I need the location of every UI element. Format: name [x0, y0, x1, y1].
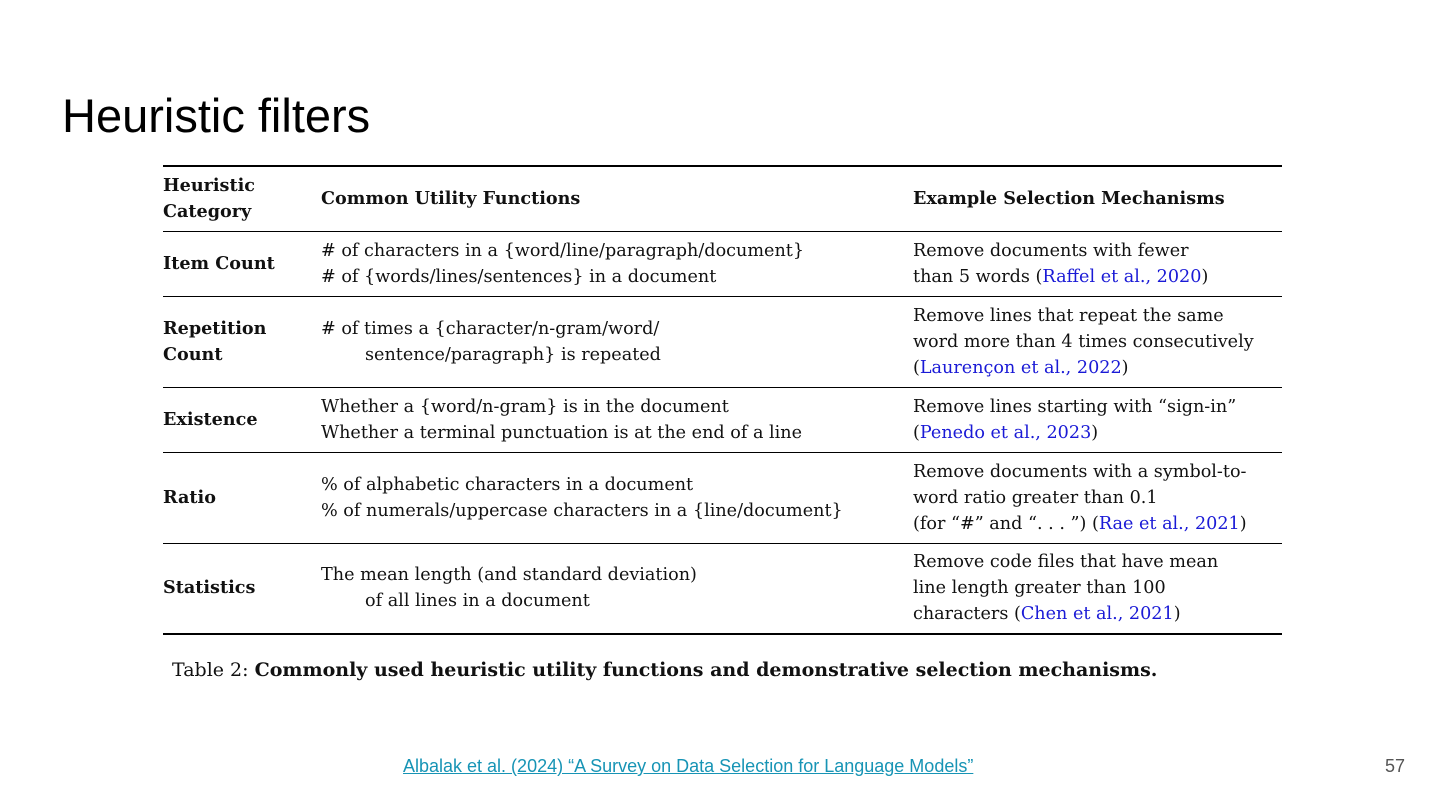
example-text-after: ) [1091, 422, 1099, 443]
citation-link[interactable]: Raffel et al., 2020 [1042, 266, 1202, 287]
example-line [913, 329, 1282, 355]
category-text: Repetition [163, 317, 267, 339]
caption-bold: Commonly used heuristic utility functions and demonstrative selection mechanisms. [254, 659, 1158, 681]
function-line: % of numerals/uppercase characters in a {line/document} [321, 500, 843, 521]
header-category-line1: Heuristic [163, 174, 255, 196]
header-functions: Common Utility Functions [321, 187, 581, 209]
example-text: than 5 words ( [913, 266, 1043, 287]
example-text: Remove documents with fewer [913, 240, 1189, 261]
row-functions [321, 296, 913, 387]
example-line [913, 264, 1282, 290]
example-line [913, 459, 1282, 485]
function-line: of all lines in a document [365, 591, 590, 612]
citation-link[interactable]: Rae et al., 2021 [1098, 513, 1240, 534]
example-line [913, 303, 1282, 329]
row-category [163, 452, 321, 543]
example-text: Remove code files that have mean [913, 552, 1219, 573]
function-line: # of times a {character/n-gram/word/ [321, 318, 660, 339]
row-example [913, 296, 1282, 387]
table-body [163, 231, 1282, 634]
citation-link[interactable]: Chen et al., 2021 [1020, 604, 1174, 625]
slide-title: Heuristic filters [62, 89, 371, 142]
example-text: characters ( [913, 604, 1021, 625]
example-line [913, 355, 1282, 381]
example-text: ( [913, 357, 920, 378]
header-examples: Example Selection Mechanisms [913, 187, 1225, 209]
function-line: # of characters in a {word/line/paragraph/document} [321, 240, 805, 261]
example-text: (for “#” and “. . . ”) ( [913, 513, 1099, 534]
example-text-after: ) [1239, 513, 1247, 534]
example-line [913, 575, 1282, 601]
example-text-after: ) [1201, 266, 1209, 287]
row-category [163, 543, 321, 634]
heuristic-table-container [163, 165, 1282, 635]
example-text: line length greater than 100 [913, 578, 1166, 599]
row-example [913, 452, 1282, 543]
row-functions [321, 452, 913, 543]
function-line: sentence/paragraph} is repeated [365, 344, 661, 365]
row-category [163, 296, 321, 387]
example-text-after: ) [1121, 357, 1129, 378]
citation-link[interactable]: Laurençon et al., 2022 [919, 357, 1122, 378]
example-line [913, 549, 1282, 575]
header-category [163, 166, 321, 231]
row-category [163, 387, 321, 452]
category-text: Item Count [163, 252, 275, 274]
source-citation-link[interactable]: Albalak et al. (2024) “A Survey on Data Selection for Language Models” [403, 756, 974, 776]
example-line [913, 420, 1282, 446]
example-text: ( [913, 422, 920, 443]
example-line [913, 485, 1282, 511]
example-line [913, 394, 1282, 420]
function-line: Whether a {word/n-gram} is in the document [321, 396, 729, 417]
row-functions [321, 231, 913, 296]
example-text: Remove documents with a symbol-to- [913, 461, 1247, 482]
table-row [163, 452, 1282, 543]
heuristic-table [163, 165, 1282, 635]
example-line [913, 601, 1282, 627]
category-text: Count [163, 343, 223, 365]
example-text: Remove lines starting with “sign-in” [913, 396, 1237, 417]
function-line: Whether a terminal punctuation is at the end of a line [321, 422, 803, 443]
example-text-after: ) [1173, 604, 1181, 625]
function-line: The mean length (and standard deviation) [321, 565, 697, 586]
function-line: % of alphabetic characters in a document [321, 474, 694, 495]
citation-link[interactable]: Penedo et al., 2023 [919, 422, 1092, 443]
function-line: # of {words/lines/sentences} in a document [321, 266, 717, 287]
example-text: Remove lines that repeat the same [913, 305, 1224, 326]
row-example [913, 231, 1282, 296]
table-header-row [163, 166, 1282, 231]
row-category [163, 231, 321, 296]
example-line [913, 511, 1282, 537]
row-functions [321, 543, 913, 634]
table-row [163, 387, 1282, 452]
category-text: Ratio [163, 486, 216, 508]
example-text: word more than 4 times consecutively [913, 331, 1254, 352]
caption-prefix: Table 2: [172, 659, 255, 681]
example-line [913, 238, 1282, 264]
example-text: word ratio greater than 0.1 [913, 487, 1158, 508]
row-example [913, 387, 1282, 452]
table-row [163, 231, 1282, 296]
category-text: Statistics [163, 577, 256, 599]
table-caption [172, 655, 1157, 685]
table-row [163, 296, 1282, 387]
row-functions [321, 387, 913, 452]
table-row [163, 543, 1282, 634]
page-number: 57 [1385, 756, 1406, 776]
header-category-line2: Category [163, 200, 252, 222]
row-example [913, 543, 1282, 634]
category-text: Existence [163, 408, 258, 430]
